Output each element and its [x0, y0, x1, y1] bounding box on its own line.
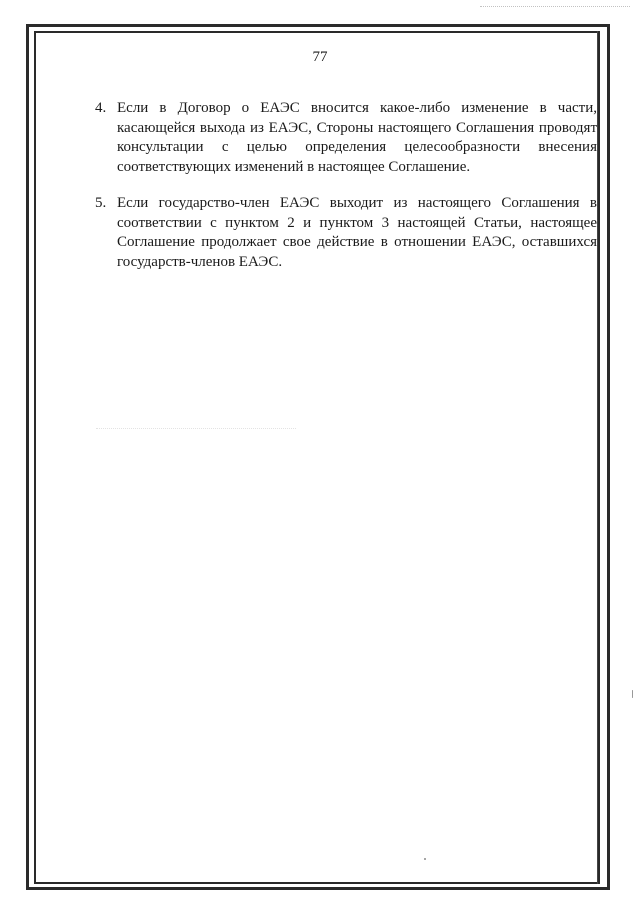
clause-number: 4. [95, 100, 107, 116]
scan-artifact [96, 428, 296, 431]
clause-text: Если государство-член ЕАЭС выходит из настоящего Соглашения в соответствии с пунктом 2 и пунктом 3 настоящей Статьи, настоящее Соглашение продолжает свое действие в отношении ЕАЭС, оставшихся государств-членов ЕАЭС. [117, 195, 597, 270]
scan-speck [424, 858, 426, 860]
clause-text: Если в Договор о ЕАЭС вносится какое-либо изменение в части, касающейся выхода из ЕАЭС, Стороны настоящего Соглашения проводят консультации с целью определения целесообразности внесения соответствующих изменений в настоящее Соглашение. [117, 100, 597, 175]
scan-noise [480, 6, 630, 11]
page-number: 77 [312, 49, 328, 65]
clause-number: 5. [95, 195, 107, 211]
clause-item [95, 99, 597, 177]
page-frame-rule [597, 31, 598, 884]
clause-item [95, 194, 597, 272]
scan-speck [632, 690, 633, 698]
